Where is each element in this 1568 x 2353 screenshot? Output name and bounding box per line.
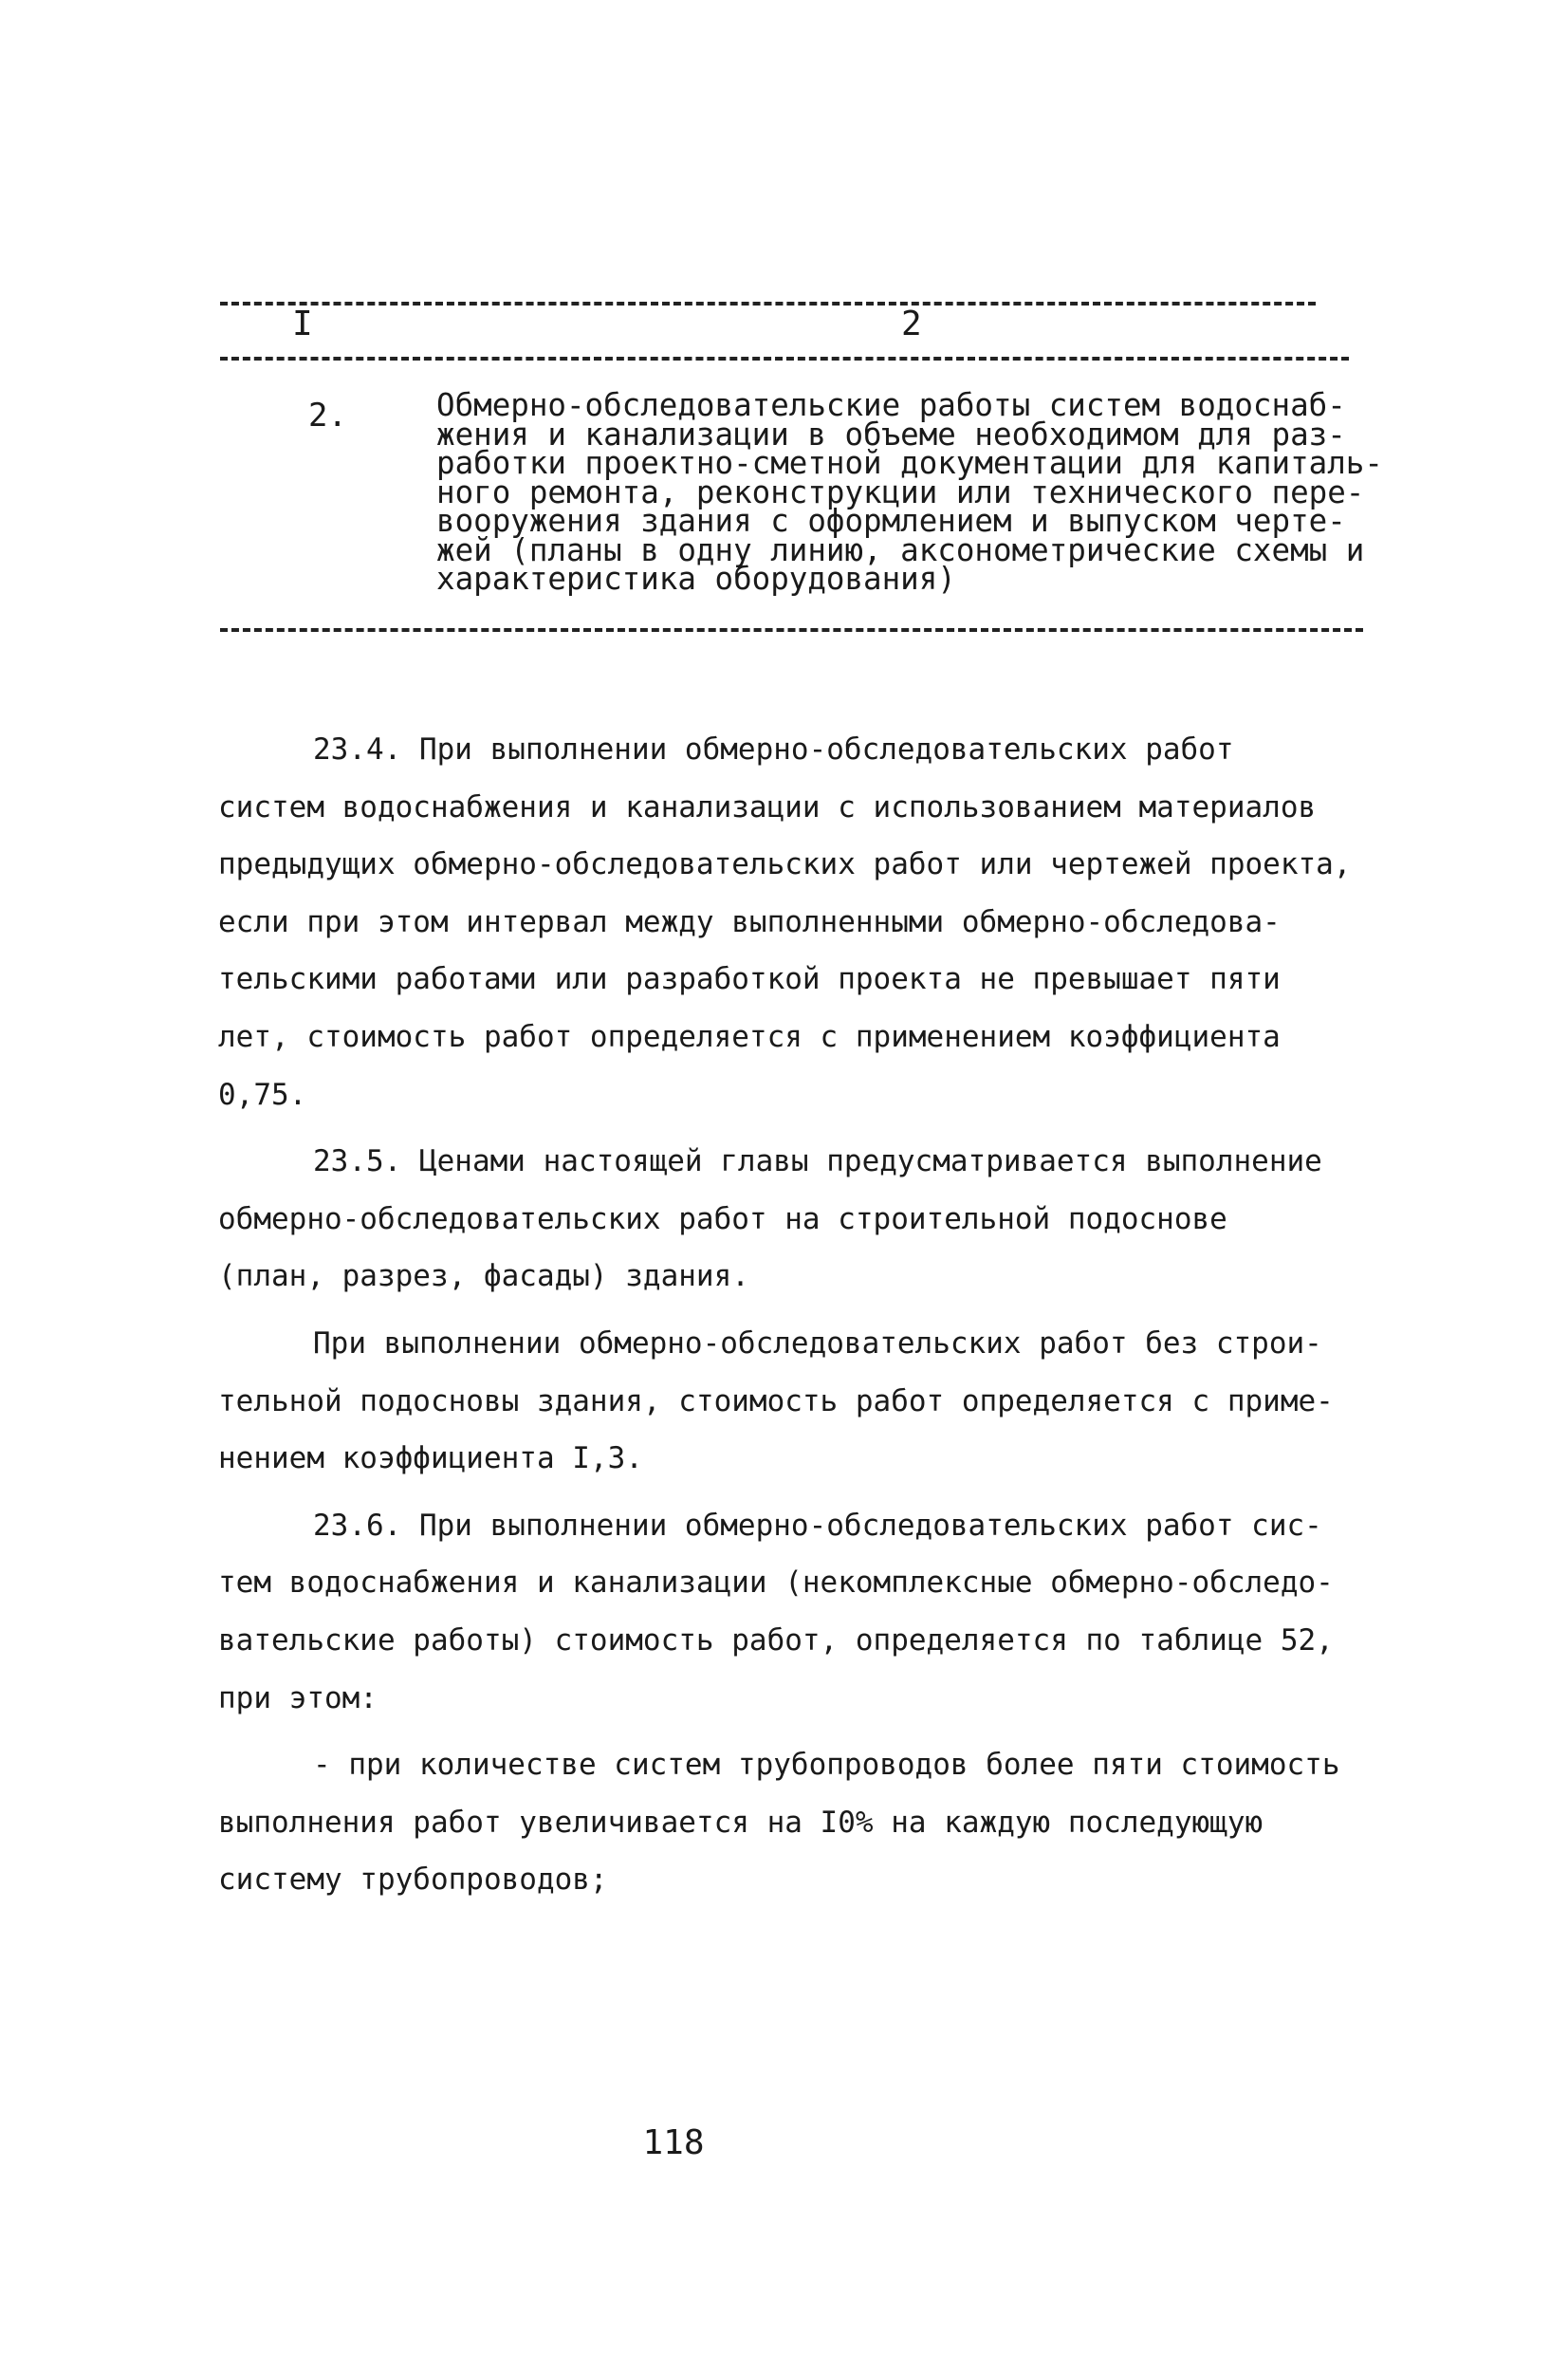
paragraph-23-4-line: 23.4. При выполнении обмерно-обследовательских работ [313,732,1234,767]
paragraph-pipelines-line: - при количестве систем трубопроводов более пяти стоимость [313,1748,1340,1783]
paragraph-23-6-line: 23.6. При выполнении обмерно-обследовательских работ сис- [313,1508,1322,1543]
table-row-line: работки проектно-сметной документации для капиталь- [436,445,1383,481]
body-text [218,721,1356,1909]
paragraph-23-6-line: тем водоснабжения и канализации (некомплексные обмерно-обследо- [218,1566,1334,1601]
paragraph-23-4-line: 0,75. [218,1077,307,1112]
table-row-line: жей (планы в одну линию, аксонометрические схемы и [436,531,1365,568]
paragraph-23-5-line: (план, разрез, фасады) здания. [218,1259,749,1294]
table-header-col2: 2 [901,305,922,343]
page-number: 118 [642,2123,705,2162]
paragraph-23-4-line: предыдущих обмерно-обследовательских работ или чертежей проекта, [218,847,1352,882]
table-row-line: характеристика оборудования) [436,561,956,597]
table-row-number: 2. [308,397,347,435]
paragraph-23-4-line: систем водоснабжения и канализации с использованием материалов [218,789,1317,824]
paragraph-pipelines-line: выполнения работ увеличивается на I0% на каждую последующую [218,1805,1264,1840]
table-row-line: Обмерно-обследовательские работы систем водоснаб- [436,387,1346,423]
table-row-description [436,387,1385,597]
table-top-rule [220,302,1316,306]
paragraph-without-base-line: тельной подосновы здания, стоимость работ определяется с приме- [218,1383,1334,1418]
paragraph-pipelines-line: систему трубопроводов; [218,1862,608,1898]
paragraph-23-5-line: 23.5. Ценами настоящей главы предусматривается выполнение [313,1144,1322,1179]
paragraph-23-4-line: если при этом интервал между выполненными обмерно-обследова- [218,904,1281,939]
table-bottom-rule [220,628,1363,632]
paragraph-23-5-line: обмерно-обследовательских работ на строительной подоснове [218,1201,1227,1236]
table-header-col1: I [292,305,313,343]
paragraph-23-4-line: лет, стоимость работ определяется с применением коэффициента [218,1019,1281,1054]
table-header-rule [220,357,1349,361]
paragraph-without-base-line: нением коэффициента I,3. [218,1441,643,1476]
paragraph-without-base-line: При выполнении обмерно-обследовательских работ без строи- [313,1325,1322,1361]
table-row-line: жения и канализации в объеме необходимом для раз- [436,416,1346,453]
paragraph-23-6-line: при этом: [218,1680,378,1715]
table-row-line: ного ремонта, реконструкции или технического пере- [436,473,1365,510]
paragraph-23-6-line: вательские работы) стоимость работ, определяется по таблице 52, [218,1622,1334,1658]
table-row-line: вооружения здания с оформлением и выпуском черте- [436,503,1346,539]
paragraph-23-4-line: тельскими работами или разработкой проекта не превышает пяти [218,962,1281,997]
